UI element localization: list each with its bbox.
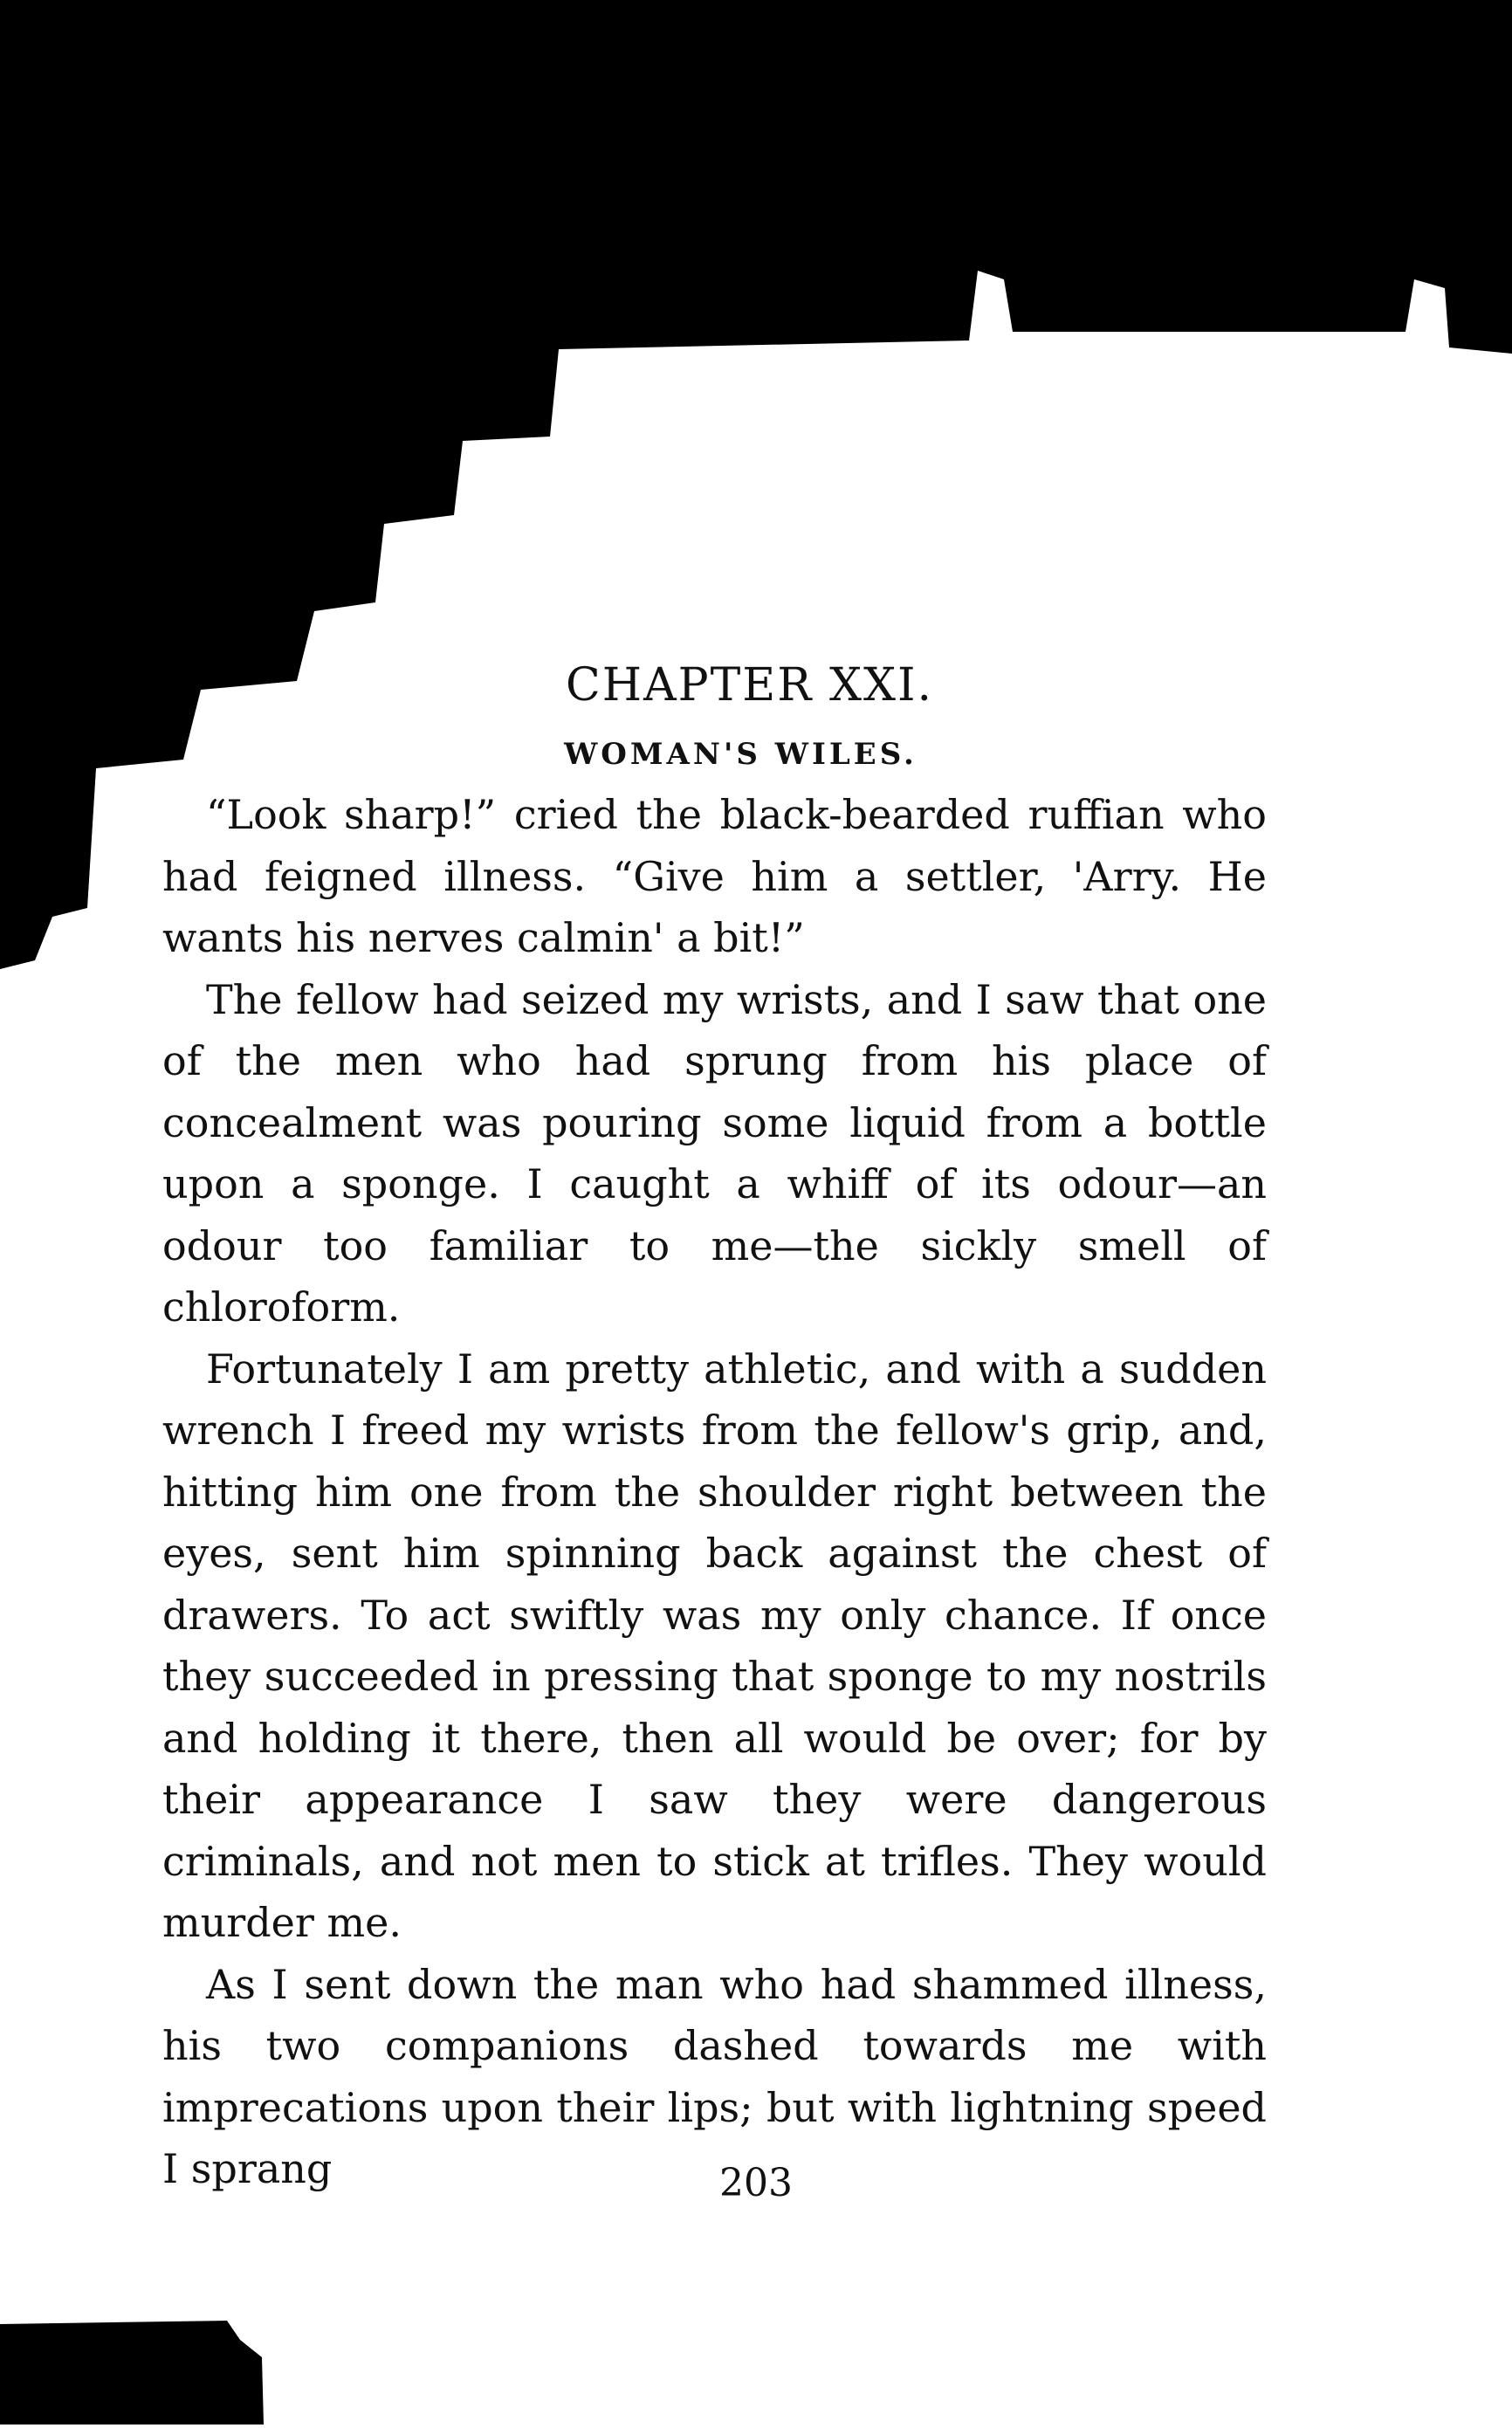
page-number: 203 — [719, 2161, 793, 2205]
paragraph-4: As I sent down the man who had shammed illness, his two companions dashed towards me with imprecations upon their lips; but with lightning speed I sprang — [162, 1960, 1267, 2192]
chapter-subtitle: WOMAN'S WILES. — [564, 737, 918, 772]
paragraph-1: “Look sharp!” cried the black-bearded ruffian who had feigned illness. “Give him a settler, 'Arry. He wants his nerves calmin' a bit!” — [162, 791, 1267, 961]
book-page — [162, 646, 1267, 2200]
chapter-title: CHAPTER XXI. — [565, 659, 934, 712]
scan-shadow-bottom — [0, 2305, 271, 2425]
paragraph-3: Fortunately I am pretty athletic, and with a sudden wrench I freed my wrists from the fellow's grip, and, hitting him one from the shoulder right between the eyes, sent him spinning back against the chest of drawers. To act swiftly was my only chance. If once they succeeded in pressing that sponge to my nostrils and holding it there, then all would be over; for by their appearance I saw they were dangerous criminals, and not men to stick at trifles. They would murder me. — [162, 1345, 1267, 1946]
paragraph-2: The fellow had seized my wrists, and I saw that one of the men who had sprung from his place of concealment was pouring some liquid from a bottle upon a sponge. I caught a whiff of its odour—an odour too familiar to me—the sickly smell of chloroform. — [162, 975, 1267, 1331]
